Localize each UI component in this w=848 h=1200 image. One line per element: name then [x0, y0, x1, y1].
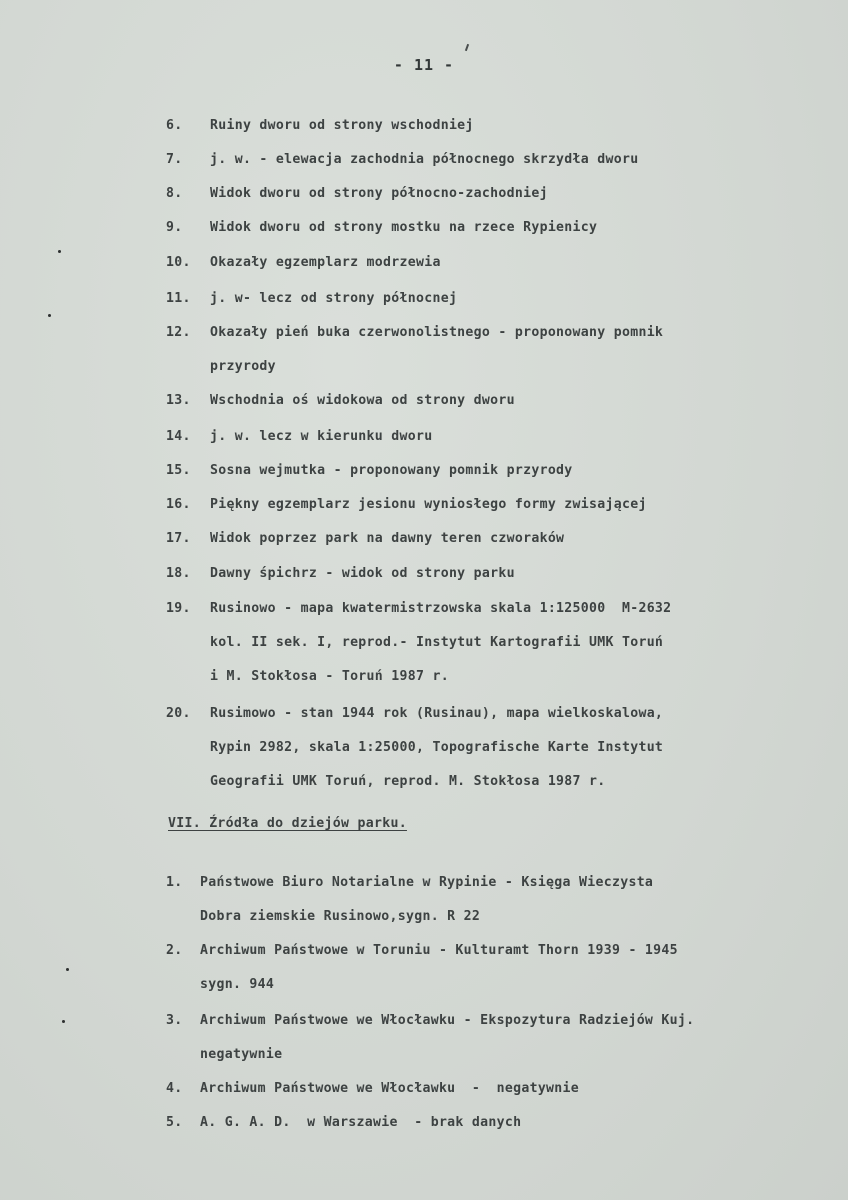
margin-dot [48, 314, 51, 317]
item-text: Państwowe Biuro Notarialne w Rypinie - Księga Wieczysta [200, 875, 654, 890]
item-number: 17. [166, 531, 191, 546]
item-text: Widok dworu od strony północno-zachodniej [210, 186, 548, 201]
item-number: 8. [166, 186, 183, 201]
item-text: negatywnie [200, 1047, 283, 1062]
item-text: Rypin 2982, skala 1:25000, Topografische Karte Instytut [210, 740, 664, 755]
item-text: Widok poprzez park na dawny teren czworaków [210, 531, 565, 546]
item-number: 6. [166, 118, 183, 133]
item-number: 15. [166, 463, 191, 478]
item-text: przyrody [210, 359, 276, 374]
item-text: Dawny śpichrz - widok od strony parku [210, 566, 515, 581]
item-text: A. G. A. D. w Warszawie - brak danych [200, 1115, 522, 1130]
item-text: sygn. 944 [200, 977, 275, 992]
item-text: Rusinowo - mapa kwatermistrzowska skala 1:125000 M-2632 [210, 601, 672, 616]
item-text: Widok dworu od strony mostku na rzece Rypienicy [210, 220, 598, 235]
item-text: i M. Stokłosa - Toruń 1987 r. [210, 669, 449, 684]
pen-mark [465, 44, 469, 51]
item-text: Rusimowo - stan 1944 rok (Rusinau), mapa wielkoskalowa, [210, 706, 664, 721]
item-text: Wschodnia oś widokowa od strony dworu [210, 393, 515, 408]
item-text: Okazały pień buka czerwonolistnego - proponowany pomnik [210, 325, 664, 340]
margin-dot [58, 250, 61, 253]
margin-dot [66, 968, 69, 971]
item-number: 20. [166, 706, 191, 721]
item-number: 4. [166, 1081, 183, 1096]
item-number: 10. [166, 255, 191, 270]
item-text: Archiwum Państwowe we Włocławku - Ekspozytura Radziejów Kuj. [200, 1013, 695, 1028]
item-text: Geografii UMK Toruń, reprod. M. Stokłosa 1987 r. [210, 774, 606, 789]
item-text: Okazały egzemplarz modrzewia [210, 255, 441, 270]
item-number: 18. [166, 566, 191, 581]
item-text: j. w. - elewacja zachodnia północnego skrzydła dworu [210, 152, 639, 167]
item-text: Ruiny dworu od strony wschodniej [210, 118, 474, 133]
item-number: 16. [166, 497, 191, 512]
item-number: 11. [166, 291, 191, 306]
item-text: kol. II sek. I, reprod.- Instytut Kartografii UMK Toruń [210, 635, 664, 650]
page-number: - 11 - [393, 56, 455, 74]
item-number: 19. [166, 601, 191, 616]
item-text: Dobra ziemskie Rusinowo,sygn. R 22 [200, 909, 481, 924]
item-number: 5. [166, 1115, 183, 1130]
item-number: 13. [166, 393, 191, 408]
item-text: j. w. lecz w kierunku dworu [210, 429, 433, 444]
item-number: 1. [166, 875, 183, 890]
item-text: Piękny egzemplarz jesionu wyniosłego formy zwisającej [210, 497, 647, 512]
item-number: 2. [166, 943, 183, 958]
item-number: 7. [166, 152, 183, 167]
item-text: Archiwum Państwowe w Toruniu - Kulturamt Thorn 1939 - 1945 [200, 943, 678, 958]
item-number: 14. [166, 429, 191, 444]
item-number: 3. [166, 1013, 183, 1028]
item-text: Archiwum Państwowe we Włocławku - negatywnie [200, 1081, 580, 1096]
item-text: j. w- lecz od strony północnej [210, 291, 458, 306]
item-number: 9. [166, 220, 183, 235]
section-heading: VII. Źródła do dziejów parku. [168, 816, 407, 831]
margin-dot [62, 1020, 65, 1023]
item-number: 12. [166, 325, 191, 340]
item-text: Sosna wejmutka - proponowany pomnik przyrody [210, 463, 573, 478]
